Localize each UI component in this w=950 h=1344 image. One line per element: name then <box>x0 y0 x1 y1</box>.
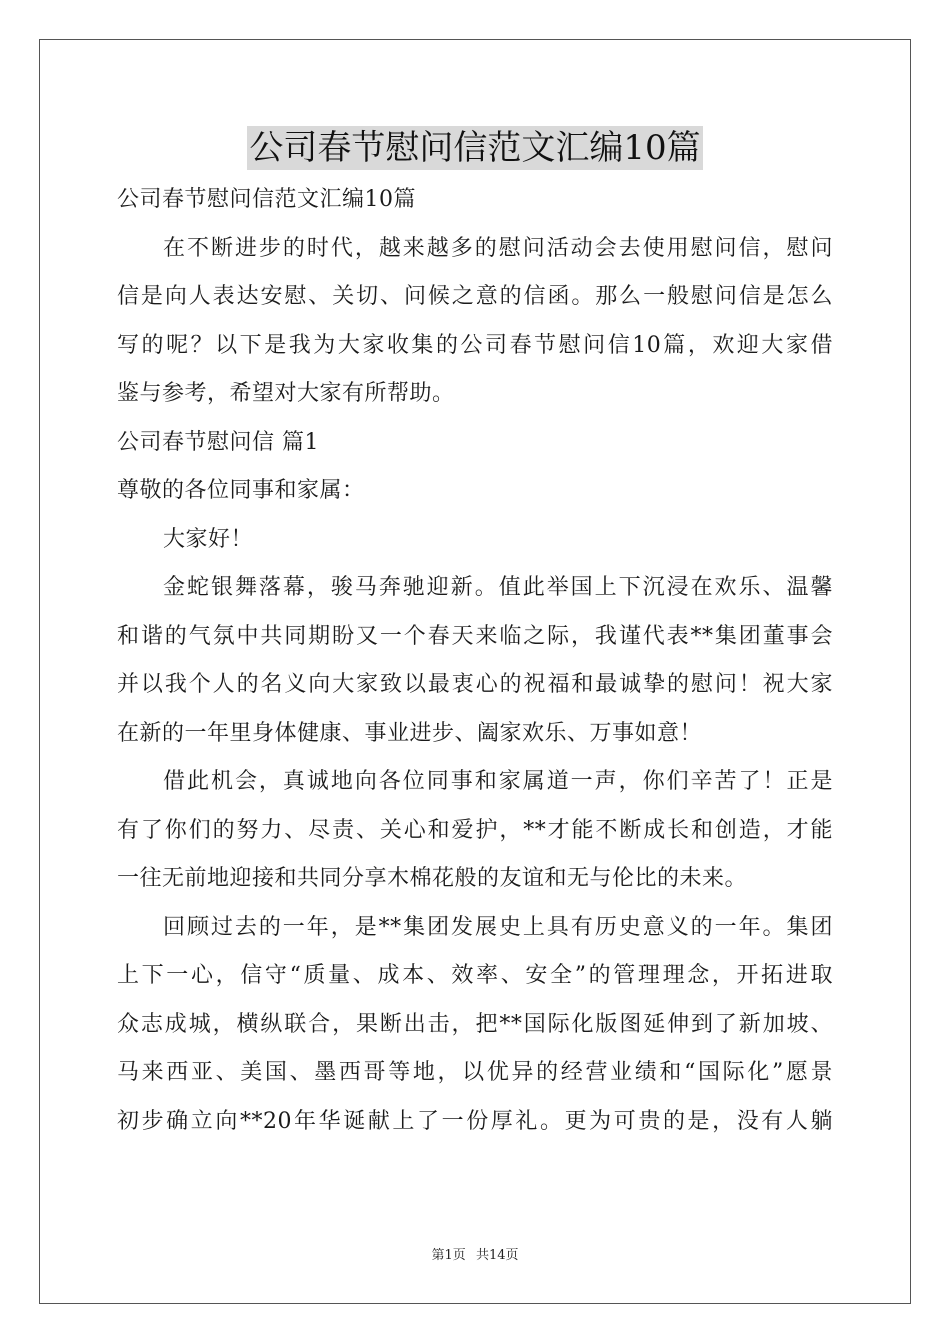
page-footer <box>0 1244 950 1263</box>
document-title: 公司春节慰问信范文汇编10篇 <box>249 128 701 168</box>
document-body <box>117 176 833 1146</box>
text-line: 信是向人表达安慰、关切、问候之意的信函。那么一般慰问信是怎么 <box>117 284 833 309</box>
text-line: 在新的一年里身体健康、事业进步、阖家欢乐、万事如意！ <box>117 720 703 746</box>
page-number: 第1页 <box>431 1248 466 1263</box>
text-line: 和谐的气氛中共同期盼又一个春天来临之际，我谨代表**集团董事会 <box>117 623 833 649</box>
text-line: 并以我个人的名义向大家致以最衷心的祝福和最诚挚的慰问！祝大家 <box>117 672 833 697</box>
page-total: 共14页 <box>475 1248 519 1263</box>
text-line: 大家好！ <box>163 526 254 552</box>
text-line: 在不断进步的时代，越来越多的慰问活动会去使用慰问信，慰问 <box>163 235 833 261</box>
text-line: 初步确立向**20年华诞献上了一份厚礼。更为可贵的是，没有人躺 <box>117 1108 833 1134</box>
text-line: 众志成城，横纵联合，果断出击，把**国际化版图延伸到了新加坡、 <box>117 1011 833 1037</box>
text-line: 尊敬的各位同事和家属： <box>117 478 365 503</box>
text-line: 写的呢？以下是我为大家收集的公司春节慰问信10篇，欢迎大家借 <box>117 332 833 358</box>
text-line: 公司春节慰问信范文汇编10篇 <box>117 187 416 212</box>
text-line: 鉴与参考，希望对大家有所帮助。 <box>117 381 455 406</box>
text-line: 马来西亚、美国、墨西哥等地，以优异的经营业绩和“国际化”愿景 <box>117 1060 833 1085</box>
text-line: 上下一心，信守“质量、成本、效率、安全”的管理理念，开拓进取 <box>117 963 833 988</box>
text-line: 回顾过去的一年，是**集团发展史上具有历史意义的一年。集团 <box>163 914 833 940</box>
text-line: 有了你们的努力、尽责、关心和爱护，**才能不断成长和创造，才能 <box>117 817 833 843</box>
text-line: 金蛇银舞落幕，骏马奔驰迎新。值此举国上下沉浸在欢乐、温馨 <box>163 575 833 600</box>
title-container <box>0 126 950 170</box>
text-line: 一往无前地迎接和共同分享木棉花般的友谊和无与伦比的未来。 <box>117 866 748 891</box>
text-line: 借此机会，真诚地向各位同事和家属道一声，你们辛苦了！正是 <box>163 769 833 794</box>
text-line: 公司春节慰问信 篇1 <box>117 429 319 455</box>
